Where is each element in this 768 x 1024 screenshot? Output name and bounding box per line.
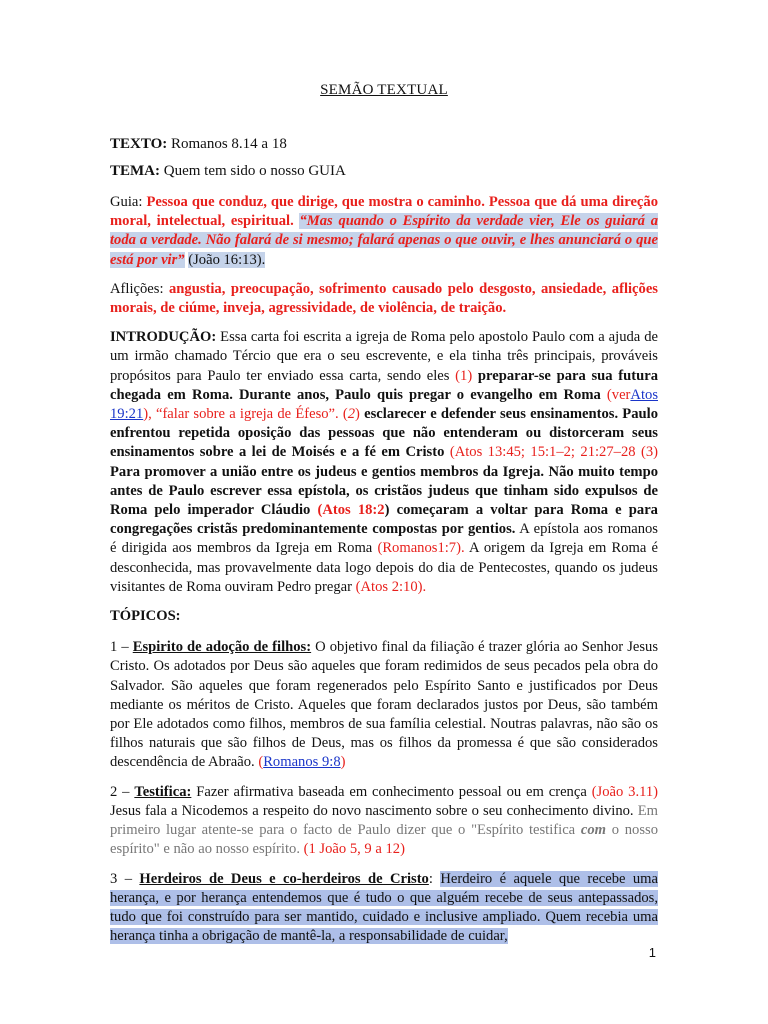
- topic-3-paragraph: [110, 870, 658, 947]
- tema-label: TEMA:: [110, 163, 160, 179]
- topic-1-ref-close: ): [340, 754, 346, 771]
- topic-1-number: 1 –: [110, 639, 129, 656]
- intro-number-2: 2: [347, 406, 356, 423]
- link-atos-19-21[interactable]: Atos 19:21: [110, 386, 658, 423]
- intro-purpose-3-cont: ) começaram a voltar para Roma e para congregações cristãs predominantemente compostas por gentios.: [110, 502, 658, 538]
- intro-purpose-2: esclarecer e defender seus ensinamentos. Paulo enfrentou repetida oposição das pessoas que não entenderam ou distorceram seus ensinamentos sobre a lei de Moisés e a fé em Cristo: [110, 406, 658, 461]
- intro-purpose-1: preparar-se para sua futura chegada em Roma. Durante anos, Paulo quis pregar o evangelho em Roma: [110, 367, 658, 403]
- tema-value: Quem tem sido o nosso GUIA: [163, 163, 346, 179]
- intro-purpose-3: Para promover a união entre os judeus e gentios membros da Igreja. Não muito tempo antes de Paulo escrever essa epístola, os cristãos judeus que tinham sido expulsos de Roma pelo imperador Cláudio: [110, 463, 658, 519]
- intro-number-1: (1): [455, 367, 473, 384]
- document-title: SEMÃO TEXTUAL: [320, 82, 448, 98]
- topic-3-heading: Herdeiros de Deus e co-herdeiros de Cristo: [139, 870, 429, 887]
- intro-number-3: (3): [640, 444, 658, 461]
- guia-definition: Pessoa que conduz, que dirige, que mostra o caminho. Pessoa que dá uma direção moral, intelectual, espiritual.: [110, 194, 658, 230]
- texto-line: [110, 135, 658, 154]
- introducao-label: INTRODUÇÃO:: [110, 329, 217, 346]
- guia-paragraph: [110, 193, 658, 270]
- intro-ref-atos-2-10: (Atos 2:10).: [355, 578, 427, 595]
- topic-2-gray-text: Em primeiro lugar atente-se para o facto de Paulo dizer que o "Espírito testifica: [110, 802, 659, 839]
- guia-reference: (João 16:13).: [188, 251, 266, 268]
- topicos-heading: TÓPICOS:: [110, 608, 181, 625]
- intro-ref-efeso: ), “falar sobre a igreja de Éfeso”. (: [143, 406, 348, 423]
- topic-1-body: O objetivo final da filiação é trazer glória ao Senhor Jesus Cristo. Os adotados por Deus são aqueles que foram redimidos de seus pecados pela obra do Salvador. São aqueles que foram regenerados pelo Espírito Santo e justificados por Deus mediante os méritos de Cristo. Aqueles que foram declarados justos por Deus, são também por Ele adotados como filhos, membros de sua família celestial. Noutras palavras, não são os filhos naturais que são filhos de Deus, mas os filhos da promessa é que são considerados descendência de Abraão.: [110, 639, 659, 771]
- topic-2-heading: Testifica:: [134, 783, 192, 800]
- topic-2-body-2: Jesus fala a Nicodemos a respeito do novo nascimento sobre o seu conhecimento divino.: [110, 802, 634, 819]
- topic-3-body: Herdeiro é aquele que recebe uma herança, e por herança entendemos que é tudo o que alguém recebe de seus antepassados, tudo que foi construído para ser mantido, cuidado e inclusive ampliado. Quem recebia uma herança tinha a obrigação de mantê-la, a responsabilidade de cuidar,: [110, 870, 658, 945]
- topic-2-ref-joao-3-11: (João 3.11): [591, 783, 659, 800]
- intro-ref-atos-13: (Atos 13:45; 15:1–2; 21:27–28: [449, 444, 636, 461]
- intro-text-3: A origem da Igreja em Roma é desconhecida, mas provavelmente data logo depois do dia de Pentecostes, quando os judeus visitantes de Roma ouviram Pedro pregar: [110, 540, 658, 595]
- topic-2-paragraph: [110, 783, 658, 860]
- topic-2-number: 2 –: [110, 783, 130, 800]
- topic-1-ref-open: (: [258, 754, 264, 771]
- topic-3-colon: :: [428, 870, 433, 887]
- guia-quote: “Mas quando o Espírito da verdade vier, Ele os guiará a toda a verdade. Não falará de si mesmo; falará apenas o que ouvir, e lhes anunciará o que está por vir”: [110, 213, 658, 268]
- aflicoes-label: Aflições:: [110, 280, 164, 297]
- topic-2-com-emphasis: com: [580, 822, 607, 839]
- intro-text-1: Essa carta foi escrita a igreja de Roma pelo apostolo Paulo com a ajuda de um irmão chamado Tércio que era o seu escrevente, e ela tinha três principais, prováveis propósitos para Paulo ter enviado essa carta, sendo eles: [110, 329, 658, 384]
- introducao-paragraph: [110, 328, 658, 597]
- aflicoes-value: angustia, preocupação, sofrimento causado pelo desgosto, ansiedade, aflições morais, de ciúme, inveja, agressividade, de violência, de traição.: [110, 280, 658, 317]
- intro-ref-close: ): [355, 406, 360, 423]
- link-romanos-9-8[interactable]: Romanos 9:8: [263, 754, 341, 771]
- topic-1-paragraph: [110, 638, 658, 772]
- topic-1-heading: Espirito de adoção de filhos:: [132, 639, 312, 656]
- texto-value: Romanos 8.14 a 18: [171, 136, 287, 152]
- intro-ref-atos-18: (Atos 18:2: [317, 502, 385, 519]
- topic-2-body-1: Fazer afirmativa baseada em conhecimento pessoal ou em crença: [196, 783, 587, 800]
- intro-ref-romanos-1-7: (Romanos1:7).: [377, 540, 465, 557]
- intro-ref-open: (ver: [606, 386, 631, 403]
- topic-2-ref-1-joao: (1 João 5, 9 a 12): [303, 841, 405, 858]
- topic-2-gray-text-2: o nosso espírito" e não ao nosso espírito.: [110, 822, 658, 858]
- guia-label: Guia:: [110, 194, 143, 210]
- tema-line: [110, 162, 658, 181]
- intro-text-2: A epístola aos romanos é dirigida aos membros da Igreja em Roma: [110, 521, 658, 557]
- topic-3-number: 3 –: [110, 870, 132, 887]
- texto-label: TEXTO:: [110, 136, 168, 152]
- page-number: 1: [648, 945, 656, 960]
- aflicoes-paragraph: [110, 280, 658, 318]
